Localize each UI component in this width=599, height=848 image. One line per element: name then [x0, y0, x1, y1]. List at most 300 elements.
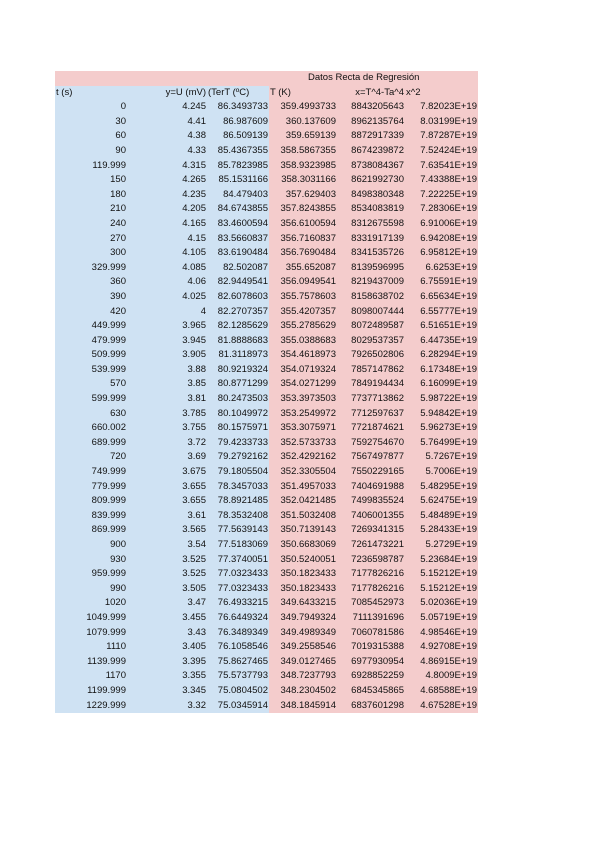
- cell-temp-c[interactable]: 78.3532408: [207, 509, 269, 524]
- cell-temp-k[interactable]: 356.7160837: [269, 232, 337, 247]
- header-x-squared[interactable]: x^2: [405, 86, 478, 101]
- cell-voltage[interactable]: 3.69: [127, 450, 207, 465]
- cell-temp-c[interactable]: 86.3493733: [207, 100, 269, 115]
- cell-x[interactable]: 7592754670: [337, 436, 405, 451]
- cell-x[interactable]: 6845345865: [337, 684, 405, 699]
- cell-temp-k[interactable]: 355.0388683: [269, 334, 337, 349]
- cell-time[interactable]: 420: [55, 305, 127, 320]
- cell-temp-c[interactable]: 79.4233733: [207, 436, 269, 451]
- cell-voltage[interactable]: 3.355: [127, 669, 207, 684]
- cell-x[interactable]: 8219437009: [337, 275, 405, 290]
- cell-x-squared[interactable]: 5.98722E+19: [405, 392, 478, 407]
- cell-x[interactable]: 8843205643: [337, 100, 405, 115]
- cell-time[interactable]: 1229.999: [55, 699, 127, 714]
- cell-temp-c[interactable]: 82.6078603: [207, 290, 269, 305]
- cell-x-squared[interactable]: 5.94842E+19: [405, 407, 478, 422]
- cell-temp-k[interactable]: 349.2558546: [269, 640, 337, 655]
- cell-time[interactable]: 749.999: [55, 465, 127, 480]
- cell-voltage[interactable]: 4: [127, 305, 207, 320]
- cell-temp-k[interactable]: 351.4957033: [269, 480, 337, 495]
- cell-temp-k[interactable]: 348.1845914: [269, 699, 337, 714]
- cell-temp-k[interactable]: 354.0719324: [269, 363, 337, 378]
- table-row: [55, 538, 478, 553]
- cell-temp-k[interactable]: 353.3973503: [269, 392, 337, 407]
- cell-x-squared[interactable]: 8.03199E+19: [405, 115, 478, 130]
- cell-x[interactable]: 8738084367: [337, 159, 405, 174]
- cell-time[interactable]: 900: [55, 538, 127, 553]
- table-row: [55, 261, 478, 276]
- cell-time[interactable]: 150: [55, 173, 127, 188]
- cell-voltage[interactable]: 3.61: [127, 509, 207, 524]
- cell-voltage[interactable]: 3.655: [127, 494, 207, 509]
- cell-x[interactable]: 8158638702: [337, 290, 405, 305]
- cell-x-squared[interactable]: 5.48295E+19: [405, 480, 478, 495]
- cell-voltage[interactable]: 4.41: [127, 115, 207, 130]
- table-row: [55, 129, 478, 144]
- cell-x[interactable]: 7111391696: [337, 611, 405, 626]
- cell-x-squared[interactable]: 5.2729E+19: [405, 538, 478, 553]
- cell-x[interactable]: 8674239872: [337, 144, 405, 159]
- cell-temp-c[interactable]: 79.1805504: [207, 465, 269, 480]
- cell-x[interactable]: 7269341315: [337, 523, 405, 538]
- cell-x[interactable]: 7261473221: [337, 538, 405, 553]
- cell-x[interactable]: 8962135764: [337, 115, 405, 130]
- cell-time[interactable]: 449.999: [55, 319, 127, 334]
- cell-x[interactable]: 7550229165: [337, 465, 405, 480]
- cell-time[interactable]: 1170: [55, 669, 127, 684]
- cell-x[interactable]: 7499835524: [337, 494, 405, 509]
- table-row: [55, 290, 478, 305]
- cell-x[interactable]: 8072489587: [337, 319, 405, 334]
- cell-voltage[interactable]: 3.72: [127, 436, 207, 451]
- cell-x-squared[interactable]: 7.87287E+19: [405, 129, 478, 144]
- cell-temp-k[interactable]: 349.7949324: [269, 611, 337, 626]
- cell-x[interactable]: 7085452973: [337, 596, 405, 611]
- table-title: Datos Recta de Regresión: [308, 72, 420, 83]
- cell-temp-k[interactable]: 359.659139: [269, 129, 337, 144]
- cell-temp-c[interactable]: 76.6449324: [207, 611, 269, 626]
- cell-voltage[interactable]: 4.105: [127, 246, 207, 261]
- cell-time[interactable]: 1049.999: [55, 611, 127, 626]
- cell-time[interactable]: 959.999: [55, 567, 127, 582]
- cell-x[interactable]: 7236598787: [337, 553, 405, 568]
- cell-temp-k[interactable]: 350.5240051: [269, 553, 337, 568]
- cell-temp-c[interactable]: 77.0323433: [207, 582, 269, 597]
- cell-temp-c[interactable]: 77.5639143: [207, 523, 269, 538]
- cell-voltage[interactable]: 3.345: [127, 684, 207, 699]
- cell-x[interactable]: 7177826216: [337, 567, 405, 582]
- cell-x-squared[interactable]: 5.28433E+19: [405, 523, 478, 538]
- cell-temp-k[interactable]: 356.6100594: [269, 217, 337, 232]
- table-row: [55, 159, 478, 174]
- cell-time[interactable]: 990: [55, 582, 127, 597]
- cell-temp-c[interactable]: 75.0804502: [207, 684, 269, 699]
- cell-voltage[interactable]: 3.565: [127, 523, 207, 538]
- cell-x-squared[interactable]: 4.8009E+19: [405, 669, 478, 684]
- cell-x-squared[interactable]: 4.92708E+19: [405, 640, 478, 655]
- cell-x[interactable]: 8331917139: [337, 232, 405, 247]
- cell-time[interactable]: 809.999: [55, 494, 127, 509]
- cell-voltage[interactable]: 3.905: [127, 348, 207, 363]
- cell-temp-k[interactable]: 352.0421485: [269, 494, 337, 509]
- cell-voltage[interactable]: 4.245: [127, 100, 207, 115]
- cell-temp-k[interactable]: 355.7578603: [269, 290, 337, 305]
- cell-temp-c[interactable]: 77.5183069: [207, 538, 269, 553]
- cell-x[interactable]: 8534083819: [337, 202, 405, 217]
- header-temp-k[interactable]: T (K): [269, 86, 337, 101]
- cell-x-squared[interactable]: 4.68588E+19: [405, 684, 478, 699]
- cell-temp-k[interactable]: 349.6433215: [269, 596, 337, 611]
- cell-time[interactable]: 300: [55, 246, 127, 261]
- cell-time[interactable]: 599.999: [55, 392, 127, 407]
- cell-time[interactable]: 0: [55, 100, 127, 115]
- table-row: [55, 553, 478, 568]
- header-row: [55, 86, 478, 101]
- cell-voltage[interactable]: 3.655: [127, 480, 207, 495]
- cell-voltage[interactable]: 3.525: [127, 567, 207, 582]
- cell-x-squared[interactable]: 6.65634E+19: [405, 290, 478, 305]
- cell-x-squared[interactable]: 5.7267E+19: [405, 450, 478, 465]
- cell-time[interactable]: 329.999: [55, 261, 127, 276]
- cell-time[interactable]: 1020: [55, 596, 127, 611]
- cell-temp-k[interactable]: 351.5032408: [269, 509, 337, 524]
- table-row: [55, 217, 478, 232]
- table-row: [55, 684, 478, 699]
- cell-x-squared[interactable]: 5.15212E+19: [405, 582, 478, 597]
- cell-temp-k[interactable]: 358.5867355: [269, 144, 337, 159]
- table-row: [55, 232, 478, 247]
- cell-temp-c[interactable]: 78.8921485: [207, 494, 269, 509]
- table-row: [55, 669, 478, 684]
- cell-temp-c[interactable]: 82.9449541: [207, 275, 269, 290]
- cell-temp-k[interactable]: 357.629403: [269, 188, 337, 203]
- table-row: [55, 436, 478, 451]
- cell-x[interactable]: 8498380348: [337, 188, 405, 203]
- cell-temp-c[interactable]: 82.2707357: [207, 305, 269, 320]
- cell-x[interactable]: 7926502806: [337, 348, 405, 363]
- table-row: [55, 465, 478, 480]
- table-row: [55, 173, 478, 188]
- table-row: [55, 392, 478, 407]
- cell-voltage[interactable]: 3.945: [127, 334, 207, 349]
- cell-temp-c[interactable]: 75.5737793: [207, 669, 269, 684]
- cell-x-squared[interactable]: 5.76499E+19: [405, 436, 478, 451]
- cell-x[interactable]: 6928852259: [337, 669, 405, 684]
- cell-voltage[interactable]: 3.505: [127, 582, 207, 597]
- table-row: [55, 450, 478, 465]
- cell-temp-c[interactable]: 85.4367355: [207, 144, 269, 159]
- cell-voltage[interactable]: 4.205: [127, 202, 207, 217]
- cell-x-squared[interactable]: 6.51651E+19: [405, 319, 478, 334]
- cell-voltage[interactable]: 3.785: [127, 407, 207, 422]
- table-row: [55, 699, 478, 714]
- header-voltage[interactable]: y=U (mV): [127, 86, 207, 101]
- cell-time[interactable]: 119.999: [55, 159, 127, 174]
- cell-x[interactable]: 8312675598: [337, 217, 405, 232]
- cell-temp-k[interactable]: 348.2304502: [269, 684, 337, 699]
- cell-x-squared[interactable]: 6.91006E+19: [405, 217, 478, 232]
- cell-temp-k[interactable]: 358.3031166: [269, 173, 337, 188]
- cell-time[interactable]: 1079.999: [55, 626, 127, 641]
- cell-temp-c[interactable]: 81.8888683: [207, 334, 269, 349]
- cell-time[interactable]: 839.999: [55, 509, 127, 524]
- cell-voltage[interactable]: 4.025: [127, 290, 207, 305]
- cell-time[interactable]: 720: [55, 450, 127, 465]
- cell-temp-c[interactable]: 75.8627465: [207, 655, 269, 670]
- table-row: [55, 640, 478, 655]
- cell-temp-c[interactable]: 77.3740051: [207, 553, 269, 568]
- cell-x-squared[interactable]: 4.86915E+19: [405, 655, 478, 670]
- header-temp-c[interactable]: (TerT (ºC): [207, 86, 269, 101]
- table-row: [55, 334, 478, 349]
- cell-x-squared[interactable]: 5.96273E+19: [405, 421, 478, 436]
- table-row: [55, 523, 478, 538]
- cell-temp-c[interactable]: 86.509139: [207, 129, 269, 144]
- cell-x[interactable]: 6977930954: [337, 655, 405, 670]
- title-cell[interactable]: [55, 71, 478, 86]
- cell-temp-c[interactable]: 85.7823985: [207, 159, 269, 174]
- cell-x-squared[interactable]: 7.63541E+19: [405, 159, 478, 174]
- cell-x-squared[interactable]: 6.55777E+19: [405, 305, 478, 320]
- cell-temp-k[interactable]: 356.0949541: [269, 275, 337, 290]
- cell-voltage[interactable]: 4.33: [127, 144, 207, 159]
- cell-time[interactable]: 930: [55, 553, 127, 568]
- cell-voltage[interactable]: 3.54: [127, 538, 207, 553]
- cell-temp-k[interactable]: 350.6683069: [269, 538, 337, 553]
- cell-x-squared[interactable]: 7.52424E+19: [405, 144, 478, 159]
- cell-x-squared[interactable]: 5.02036E+19: [405, 596, 478, 611]
- cell-temp-c[interactable]: 84.479403: [207, 188, 269, 203]
- cell-x[interactable]: 7019315388: [337, 640, 405, 655]
- cell-x[interactable]: 7177826216: [337, 582, 405, 597]
- table-row: [55, 377, 478, 392]
- table-row: [55, 305, 478, 320]
- cell-time[interactable]: 779.999: [55, 480, 127, 495]
- cell-x-squared[interactable]: 5.62475E+19: [405, 494, 478, 509]
- cell-temp-c[interactable]: 83.4600594: [207, 217, 269, 232]
- cell-temp-k[interactable]: 350.1823433: [269, 582, 337, 597]
- cell-voltage[interactable]: 4.085: [127, 261, 207, 276]
- cell-temp-k[interactable]: 355.2785629: [269, 319, 337, 334]
- cell-x[interactable]: 7737713862: [337, 392, 405, 407]
- cell-temp-k[interactable]: 349.4989349: [269, 626, 337, 641]
- cell-x[interactable]: 6837601298: [337, 699, 405, 714]
- cell-x[interactable]: 7712597637: [337, 407, 405, 422]
- cell-temp-k[interactable]: 354.0271299: [269, 377, 337, 392]
- cell-voltage[interactable]: 3.675: [127, 465, 207, 480]
- cell-x-squared[interactable]: 4.98546E+19: [405, 626, 478, 641]
- cell-time[interactable]: 30: [55, 115, 127, 130]
- table-row: [55, 582, 478, 597]
- cell-temp-k[interactable]: 354.4618973: [269, 348, 337, 363]
- cell-temp-k[interactable]: 349.0127465: [269, 655, 337, 670]
- cell-time[interactable]: 869.999: [55, 523, 127, 538]
- cell-voltage[interactable]: 3.32: [127, 699, 207, 714]
- table-row: [55, 596, 478, 611]
- table-row: [55, 319, 478, 334]
- cell-x[interactable]: 7849194434: [337, 377, 405, 392]
- cell-x[interactable]: 7567497877: [337, 450, 405, 465]
- cell-voltage[interactable]: 4.265: [127, 173, 207, 188]
- cell-voltage[interactable]: 3.43: [127, 626, 207, 641]
- cell-voltage[interactable]: 3.395: [127, 655, 207, 670]
- table-row: [55, 188, 478, 203]
- cell-x[interactable]: 7857147862: [337, 363, 405, 378]
- cell-time[interactable]: 1199.999: [55, 684, 127, 699]
- cell-temp-k[interactable]: 352.4292162: [269, 450, 337, 465]
- cell-temp-c[interactable]: 84.6743855: [207, 202, 269, 217]
- cell-time[interactable]: 210: [55, 202, 127, 217]
- cell-x[interactable]: 7404691988: [337, 480, 405, 495]
- cell-x[interactable]: 7406001355: [337, 509, 405, 524]
- cell-time[interactable]: 240: [55, 217, 127, 232]
- cell-x-squared[interactable]: 5.23684E+19: [405, 553, 478, 568]
- cell-temp-c[interactable]: 80.1049972: [207, 407, 269, 422]
- cell-temp-k[interactable]: 355.4207357: [269, 305, 337, 320]
- cell-temp-c[interactable]: 83.6190484: [207, 246, 269, 261]
- cell-temp-c[interactable]: 82.1285629: [207, 319, 269, 334]
- cell-x-squared[interactable]: 6.28294E+19: [405, 348, 478, 363]
- cell-temp-k[interactable]: 352.5733733: [269, 436, 337, 451]
- table-row: [55, 611, 478, 626]
- cell-x-squared[interactable]: 5.05719E+19: [405, 611, 478, 626]
- cell-time[interactable]: 689.999: [55, 436, 127, 451]
- cell-x-squared[interactable]: 4.67528E+19: [405, 699, 478, 714]
- cell-temp-c[interactable]: 85.1531166: [207, 173, 269, 188]
- cell-time[interactable]: 390: [55, 290, 127, 305]
- cell-voltage[interactable]: 4.15: [127, 232, 207, 247]
- cell-x[interactable]: 8621992730: [337, 173, 405, 188]
- cell-time[interactable]: 630: [55, 407, 127, 422]
- cell-time[interactable]: 180: [55, 188, 127, 203]
- table-row: [55, 275, 478, 290]
- cell-x[interactable]: 8139596995: [337, 261, 405, 276]
- cell-temp-k[interactable]: 356.7690484: [269, 246, 337, 261]
- cell-x-squared[interactable]: 7.22225E+19: [405, 188, 478, 203]
- cell-temp-c[interactable]: 80.8771299: [207, 377, 269, 392]
- table-row: [55, 100, 478, 115]
- spreadsheet: [55, 71, 478, 713]
- cell-time[interactable]: 660.002: [55, 421, 127, 436]
- cell-x-squared[interactable]: 6.44735E+19: [405, 334, 478, 349]
- cell-temp-c[interactable]: 77.0323433: [207, 567, 269, 582]
- cell-temp-k[interactable]: 350.1823433: [269, 567, 337, 582]
- cell-x-squared[interactable]: 6.94208E+19: [405, 232, 478, 247]
- cell-x-squared[interactable]: 7.43388E+19: [405, 173, 478, 188]
- cell-temp-k[interactable]: 358.9323985: [269, 159, 337, 174]
- cell-x-squared[interactable]: 6.95812E+19: [405, 246, 478, 261]
- cell-time[interactable]: 1139.999: [55, 655, 127, 670]
- cell-time[interactable]: 539.999: [55, 363, 127, 378]
- cell-temp-c[interactable]: 78.3457033: [207, 480, 269, 495]
- table-row: [55, 480, 478, 495]
- cell-temp-c[interactable]: 83.5660837: [207, 232, 269, 247]
- cell-voltage[interactable]: 3.47: [127, 596, 207, 611]
- cell-temp-c[interactable]: 82.502087: [207, 261, 269, 276]
- cell-time[interactable]: 570: [55, 377, 127, 392]
- table-row: [55, 363, 478, 378]
- cell-x-squared[interactable]: 6.17348E+19: [405, 363, 478, 378]
- data-rows: [55, 100, 478, 713]
- cell-x-squared[interactable]: 6.75591E+19: [405, 275, 478, 290]
- cell-temp-k[interactable]: 357.8243855: [269, 202, 337, 217]
- cell-voltage[interactable]: 3.85: [127, 377, 207, 392]
- cell-temp-k[interactable]: 348.7237793: [269, 669, 337, 684]
- cell-time[interactable]: 90: [55, 144, 127, 159]
- cell-x[interactable]: 7060781586: [337, 626, 405, 641]
- table-row: [55, 115, 478, 130]
- cell-time[interactable]: 479.999: [55, 334, 127, 349]
- cell-x-squared[interactable]: 6.6253E+19: [405, 261, 478, 276]
- cell-x[interactable]: 7721874621: [337, 421, 405, 436]
- cell-time[interactable]: 509.999: [55, 348, 127, 363]
- cell-time[interactable]: 360: [55, 275, 127, 290]
- cell-x-squared[interactable]: 7.82023E+19: [405, 100, 478, 115]
- cell-temp-c[interactable]: 76.1058546: [207, 640, 269, 655]
- cell-voltage[interactable]: 4.06: [127, 275, 207, 290]
- cell-temp-c[interactable]: 75.0345914: [207, 699, 269, 714]
- table-row: [55, 246, 478, 261]
- cell-voltage[interactable]: 3.755: [127, 421, 207, 436]
- cell-voltage[interactable]: 3.525: [127, 553, 207, 568]
- cell-voltage[interactable]: 4.235: [127, 188, 207, 203]
- cell-temp-k[interactable]: 353.2549972: [269, 407, 337, 422]
- cell-voltage[interactable]: 4.315: [127, 159, 207, 174]
- cell-temp-c[interactable]: 81.3118973: [207, 348, 269, 363]
- cell-time[interactable]: 1110: [55, 640, 127, 655]
- cell-temp-k[interactable]: 353.3075971: [269, 421, 337, 436]
- cell-x[interactable]: 8872917339: [337, 129, 405, 144]
- cell-temp-c[interactable]: 76.3489349: [207, 626, 269, 641]
- table-row: [55, 144, 478, 159]
- cell-temp-c[interactable]: 79.2792162: [207, 450, 269, 465]
- cell-x-squared[interactable]: 5.7006E+19: [405, 465, 478, 480]
- cell-voltage[interactable]: 4.165: [127, 217, 207, 232]
- table-row: [55, 626, 478, 641]
- cell-temp-c[interactable]: 80.9219324: [207, 363, 269, 378]
- cell-temp-c[interactable]: 80.1575971: [207, 421, 269, 436]
- header-x[interactable]: x=T^4-Ta^4: [337, 86, 405, 101]
- table-row: [55, 494, 478, 509]
- cell-x-squared[interactable]: 6.16099E+19: [405, 377, 478, 392]
- title-row: [55, 71, 478, 86]
- cell-voltage[interactable]: 3.88: [127, 363, 207, 378]
- cell-temp-k[interactable]: 355.652087: [269, 261, 337, 276]
- table-row: [55, 655, 478, 670]
- cell-temp-c[interactable]: 76.4933215: [207, 596, 269, 611]
- cell-voltage[interactable]: 3.965: [127, 319, 207, 334]
- cell-time[interactable]: 60: [55, 129, 127, 144]
- cell-x-squared[interactable]: 5.48489E+19: [405, 509, 478, 524]
- cell-temp-k[interactable]: 360.137609: [269, 115, 337, 130]
- cell-temp-c[interactable]: 80.2473503: [207, 392, 269, 407]
- cell-time[interactable]: 270: [55, 232, 127, 247]
- cell-voltage[interactable]: 3.455: [127, 611, 207, 626]
- cell-x-squared[interactable]: 7.28306E+19: [405, 202, 478, 217]
- cell-x[interactable]: 8029537357: [337, 334, 405, 349]
- cell-x[interactable]: 8341535726: [337, 246, 405, 261]
- header-time[interactable]: t (s): [55, 86, 127, 101]
- cell-x[interactable]: 8098007444: [337, 305, 405, 320]
- cell-temp-k[interactable]: 352.3305504: [269, 465, 337, 480]
- cell-voltage[interactable]: 3.81: [127, 392, 207, 407]
- cell-x-squared[interactable]: 5.15212E+19: [405, 567, 478, 582]
- cell-temp-k[interactable]: 350.7139143: [269, 523, 337, 538]
- cell-temp-k[interactable]: 359.4993733: [269, 100, 337, 115]
- cell-temp-c[interactable]: 86.987609: [207, 115, 269, 130]
- cell-voltage[interactable]: 4.38: [127, 129, 207, 144]
- cell-voltage[interactable]: 3.405: [127, 640, 207, 655]
